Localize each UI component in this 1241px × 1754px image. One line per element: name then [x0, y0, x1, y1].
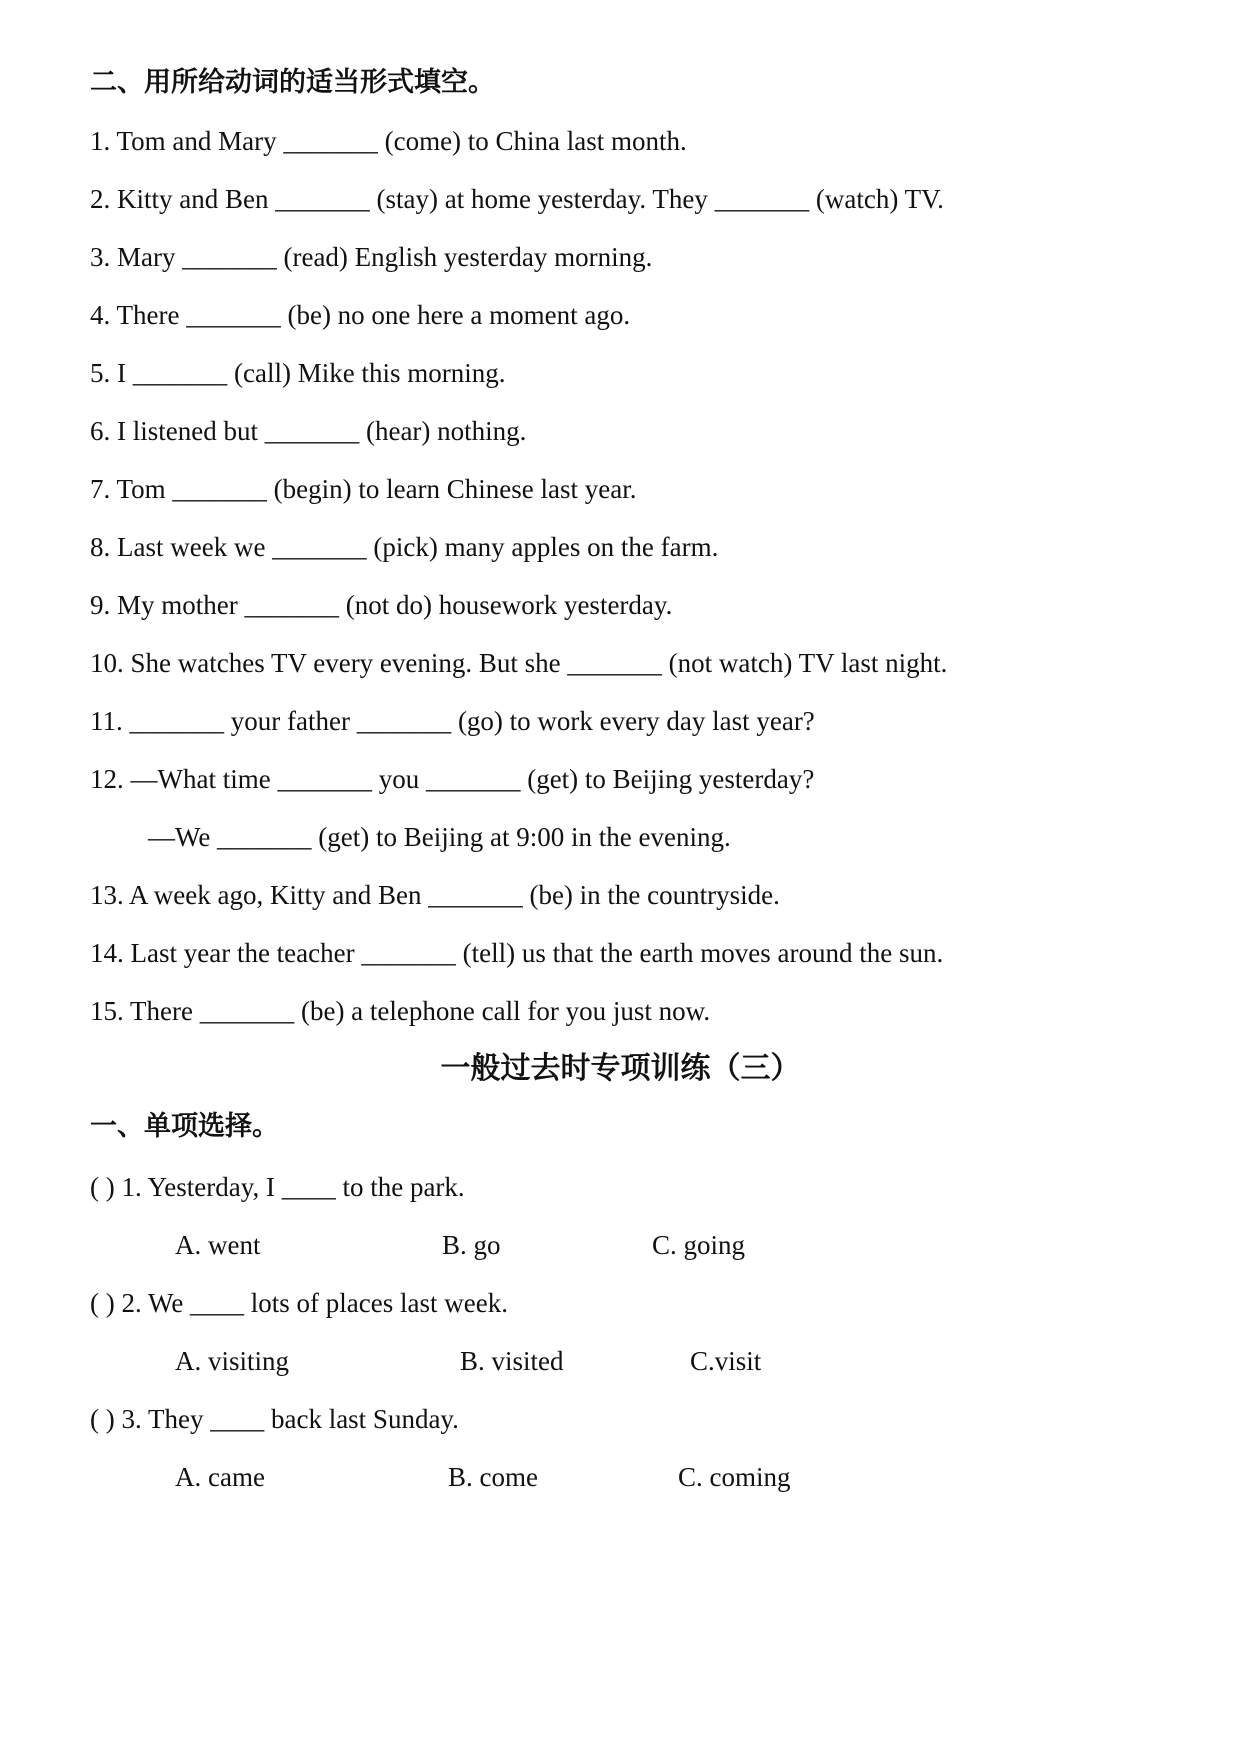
- exercise-item-12-question: 12. —What time _______ you _______ (get) to Beijing yesterday?: [90, 764, 815, 794]
- exercise-item-10: 10. She watches TV every evening. But she _______ (not watch) TV last night.: [90, 648, 948, 678]
- section-heading-multiple-choice: 一、单项选择。: [90, 1111, 279, 1142]
- exercise-item-3: 3. Mary _______ (read) English yesterday morning.: [90, 242, 653, 272]
- exercise-item-7: 7. Tom _______ (begin) to learn Chinese last year.: [90, 474, 637, 504]
- mc-question-1: ( ) 1. Yesterday, I ____ to the park.: [90, 1172, 465, 1202]
- mc-question-3-option-c: C. coming: [678, 1462, 791, 1492]
- page-title: 一般过去时专项训练（三）: [440, 1051, 801, 1086]
- mc-question-1-option-b: B. go: [442, 1230, 501, 1260]
- mc-question-1-option-c: C. going: [652, 1230, 746, 1260]
- mc-question-2-option-b: B. visited: [460, 1346, 564, 1376]
- exercise-item-11: 11. _______ your father _______ (go) to work every day last year?: [90, 706, 815, 736]
- exercise-item-12-answer: —We _______ (get) to Beijing at 9:00 in the evening.: [148, 822, 731, 852]
- exercise-item-6: 6. I listened but _______ (hear) nothing.: [90, 416, 527, 446]
- exercise-item-8: 8. Last week we _______ (pick) many apples on the farm.: [90, 532, 719, 562]
- mc-question-1-option-a: A. went: [175, 1230, 261, 1260]
- exercise-item-4: 4. There _______ (be) no one here a moment ago.: [90, 300, 631, 330]
- exercise-item-13: 13. A week ago, Kitty and Ben _______ (be) in the countryside.: [90, 880, 780, 910]
- exercise-item-2: 2. Kitty and Ben _______ (stay) at home yesterday. They _______ (watch) TV.: [90, 184, 944, 214]
- exercise-item-5: 5. I _______ (call) Mike this morning.: [90, 358, 506, 388]
- mc-question-3: ( ) 3. They ____ back last Sunday.: [90, 1404, 459, 1434]
- exercise-item-9: 9. My mother _______ (not do) housework yesterday.: [90, 590, 673, 620]
- exercise-item-1: 1. Tom and Mary _______ (come) to China last month.: [90, 126, 687, 156]
- mc-question-2-option-a: A. visiting: [175, 1346, 290, 1376]
- exercise-item-15: 15. There _______ (be) a telephone call for you just now.: [90, 996, 711, 1026]
- section-heading-fill-in: 二、用所给动词的适当形式填空。: [90, 67, 495, 98]
- mc-question-3-option-a: A. came: [175, 1462, 265, 1492]
- mc-question-2: ( ) 2. We ____ lots of places last week.: [90, 1288, 508, 1318]
- mc-question-2-option-c: C.visit: [690, 1346, 762, 1376]
- mc-question-3-option-b: B. come: [448, 1462, 538, 1492]
- exercise-item-14: 14. Last year the teacher _______ (tell) us that the earth moves around the sun.: [90, 938, 944, 968]
